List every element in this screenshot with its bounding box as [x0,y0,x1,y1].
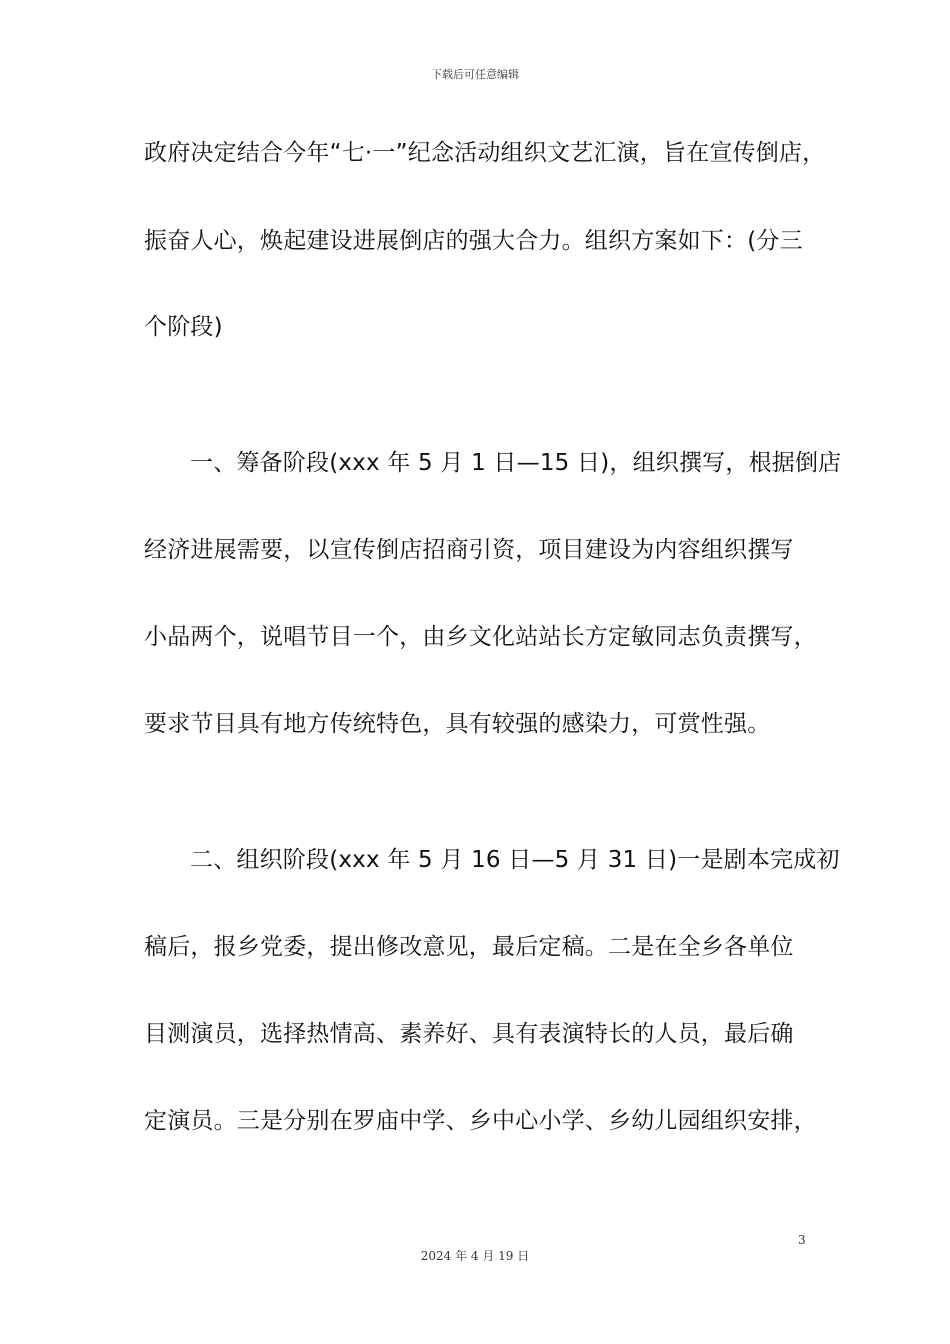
body-line-8: 二、组织阶段(xxx 年 5 月 16 日—5 月 31 日)一是剧本完成初 [190,847,840,873]
body-line-6: 小品两个，说唱节目一个，由乡文化站站长方定敏同志负责撰写， [144,624,817,650]
body-line-7: 要求节目具有地方传统特色，具有较强的感染力，可赏性强。 [144,711,771,737]
body-line-3: 个阶段) [144,314,223,340]
body-line-4: 一、筹备阶段(xxx 年 5 月 1 日—15 日)，组织撰写，根据倒店 [190,450,842,476]
body-line-2: 振奋人心，焕起建设进展倒店的强大合力。组织方案如下：(分三 [144,228,803,254]
body-line-9: 稿后，报乡党委，提出修改意见，最后定稿。二是在全乡各单位 [144,934,794,960]
body-line-10: 目测演员，选择热情高、素养好、具有表演特长的人员，最后确 [144,1021,794,1047]
page-number: 3 [798,1233,806,1247]
body-line-5: 经济进展需要，以宣传倒店招商引资，项目建设为内容组织撰写 [144,537,794,563]
page-footer-date: 2024 年 4 月 19 日 [420,1249,530,1263]
body-line-1: 政府决定结合今年“七·一”纪念活动组织文艺汇演，旨在宣传倒店， [144,140,826,166]
body-line-11: 定演员。三是分别在罗庙中学、乡中心小学、乡幼儿园组织安排， [144,1108,817,1134]
page-header: 下载后可任意编辑 [431,68,519,81]
